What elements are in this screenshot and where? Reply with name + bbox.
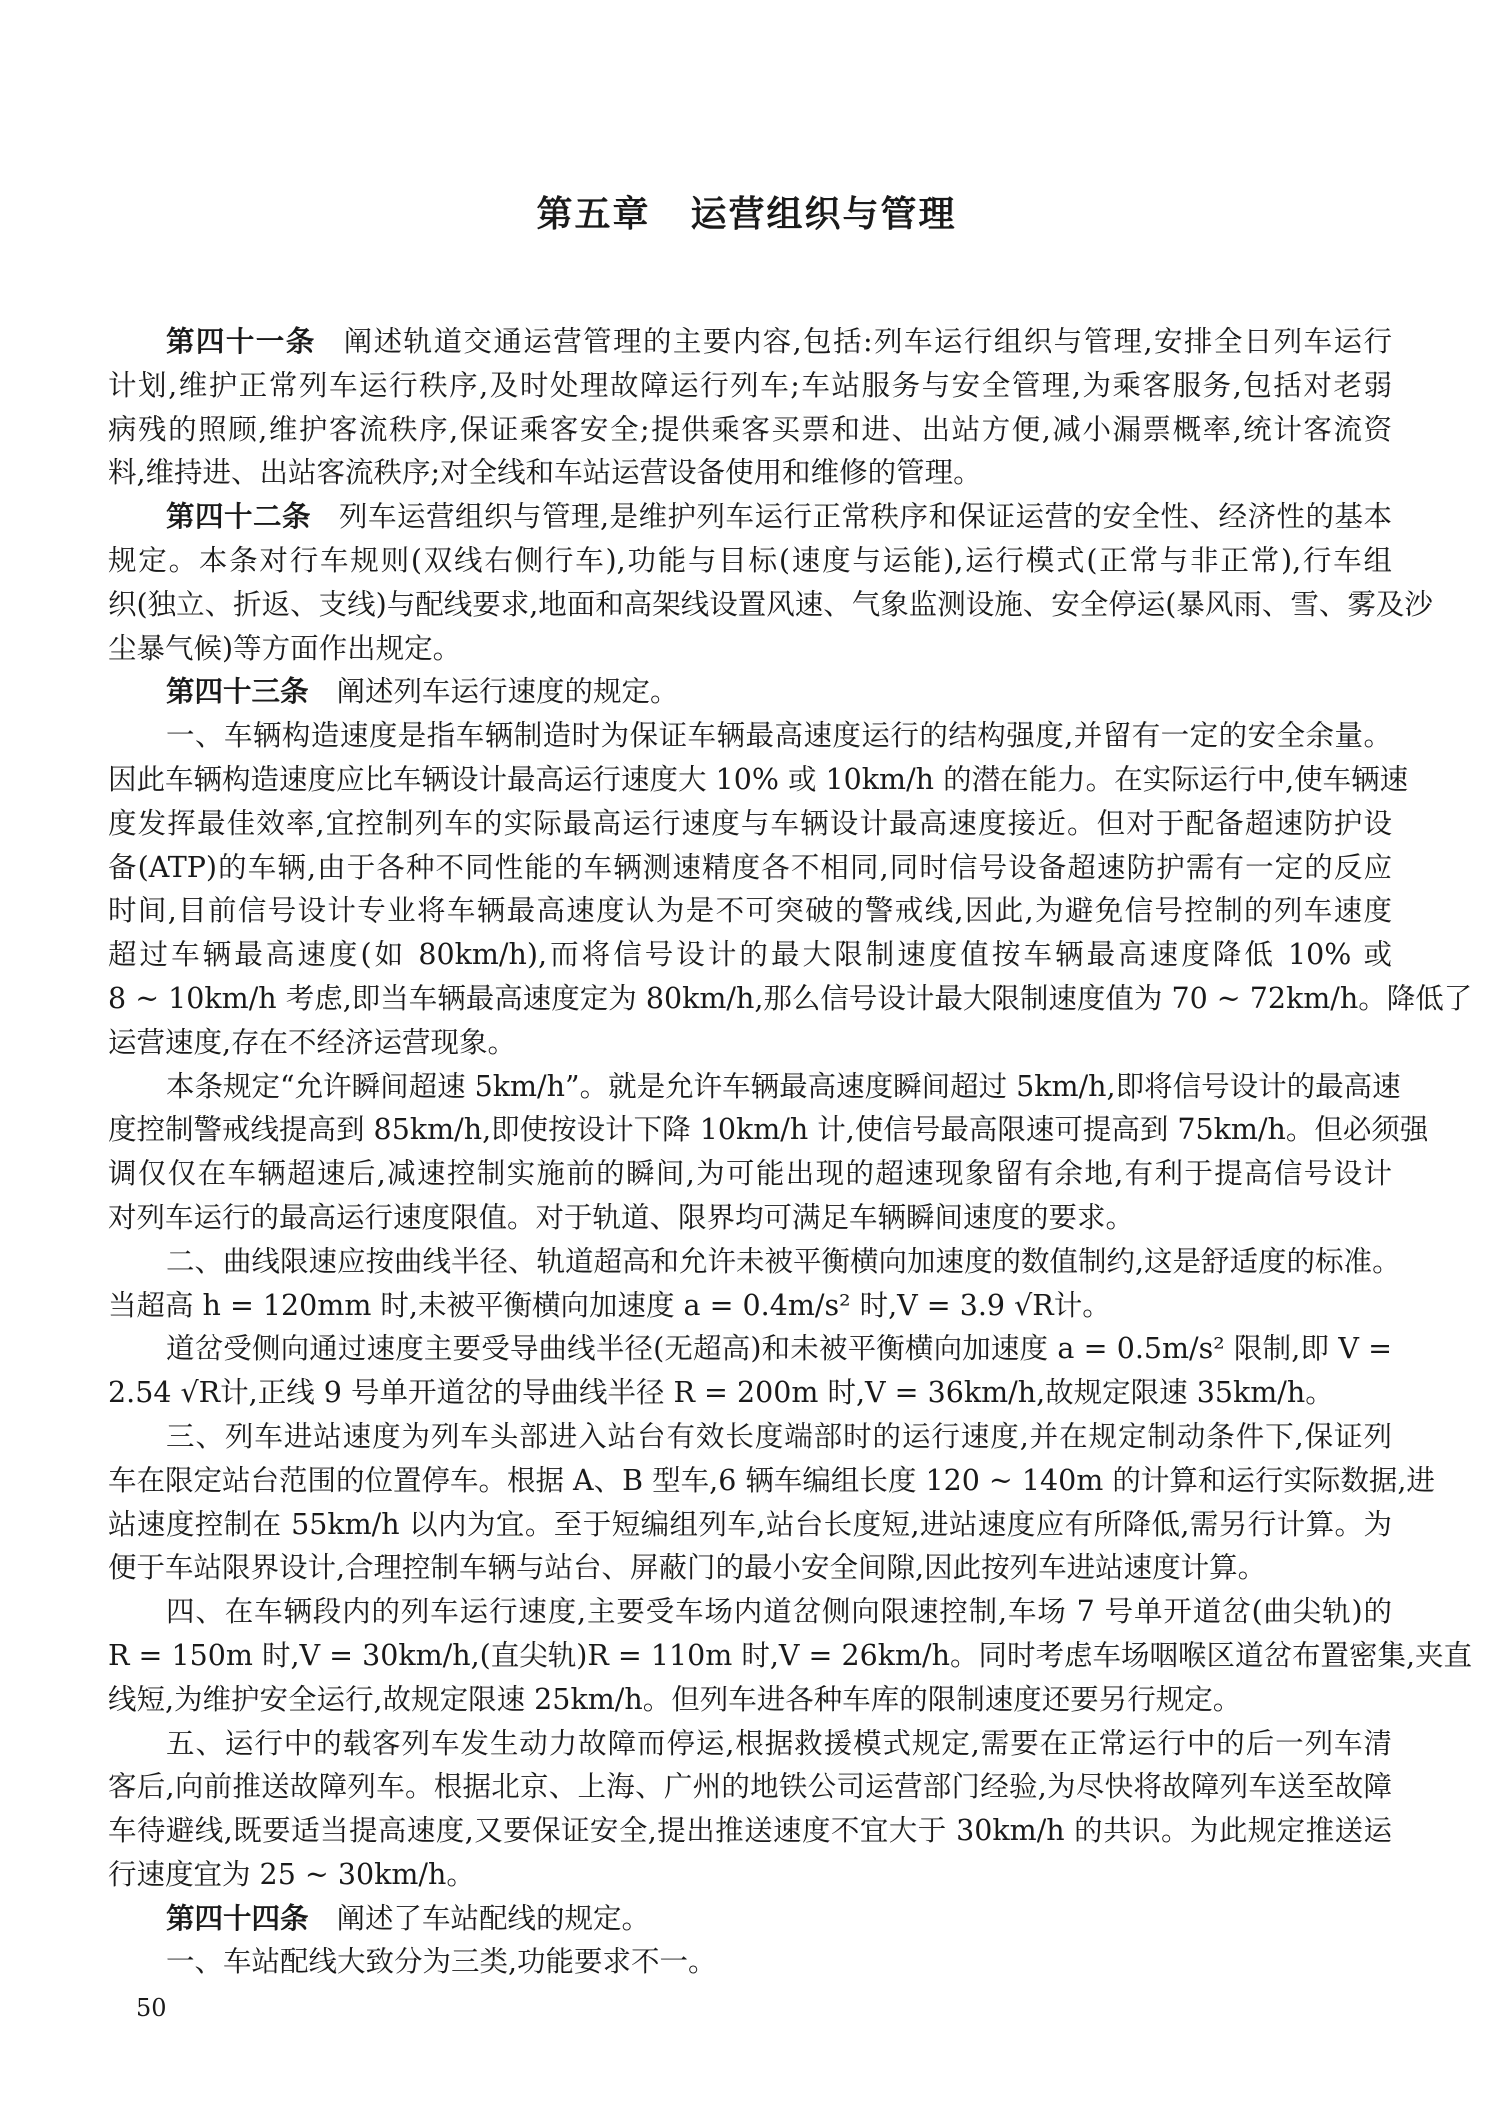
line-text: 车在限定站台范围的位置停车。根据 A、B 型车,6 辆车编组长度 120 ~ 140m 的计算和运行实际数据,进: [108, 1463, 1435, 1497]
text-line: [108, 627, 1392, 671]
line-text: 因此车辆构造速度应比车辆设计最高运行速度大 10% 或 10km/h 的潜在能力。在实际运行中,使车辆速: [108, 762, 1409, 796]
text-line: [108, 1897, 1392, 1941]
paragraph: [108, 320, 1392, 495]
paragraph: [108, 670, 1392, 714]
line-text: 一、车辆构造速度是指车辆制造时为保证车辆最高速度运行的结构强度,并留有一定的安全余量。: [166, 719, 1392, 753]
text-line: [108, 1678, 1392, 1722]
text-line: [108, 495, 1392, 539]
paragraph: [108, 1327, 1392, 1415]
line-text: 2.54 √R计,正线 9 号单开道岔的导曲线半径 R = 200m 时,V = 36km/h,故规定限速 35km/h。: [108, 1376, 1334, 1410]
chapter-number: 第五章: [536, 194, 651, 235]
text-line: [108, 933, 1392, 977]
text-line: [108, 1065, 1401, 1109]
text-line: [108, 1152, 1392, 1196]
line-text: 料,维持进、出站客流秩序;对全线和车站运营设备使用和维修的管理。: [108, 456, 982, 490]
text-line: [108, 408, 1392, 452]
line-text: 备(ATP)的车辆,由于各种不同性能的车辆测速精度各不相同,同时信号设备超速防护需有一定的反应: [108, 850, 1392, 884]
line-text: 三、列车进站速度为列车头部进入站台有效长度端部时的运行速度,并在规定制动条件下,保证列: [166, 1419, 1392, 1453]
line-text: R = 150m 时,V = 30km/h,(直尖轨)R = 110m 时,V = 26km/h。同时考虑车场咽喉区道岔布置密集,夹直: [108, 1638, 1473, 1672]
line-text: 阐述轨道交通运营管理的主要内容,包括:列车运行组织与管理,安排全日列车运行: [343, 325, 1392, 358]
paragraph: [108, 1940, 1392, 1984]
chapter-name: 运营组织与管理: [690, 194, 957, 235]
line-text: 车待避线,既要适当提高速度,又要保证安全,提出推送速度不宜大于 30km/h 的共识。为此规定推送运: [108, 1814, 1392, 1848]
paragraph: [108, 1415, 1435, 1590]
text-line: [108, 1240, 1401, 1284]
text-line: [108, 1459, 1435, 1503]
text-line: [108, 583, 1433, 627]
line-text: 尘暴气候)等方面作出规定。: [108, 631, 462, 665]
text-line: [108, 889, 1392, 933]
line-text: 列车运营组织与管理,是维护列车运行正常秩序和保证运营的安全性、经济性的基本: [339, 500, 1392, 534]
line-text: 织(独立、折返、支线)与配线要求,地面和高架线设置风速、气象监测设施、安全停运(暴风雨、雪、雾及沙: [108, 587, 1433, 621]
text-line: [108, 802, 1392, 846]
text-line: [108, 1765, 1392, 1809]
line-text: 运营速度,存在不经济运营现象。: [108, 1025, 517, 1059]
text-line: [108, 1284, 1392, 1328]
paragraph: [108, 1897, 1392, 1941]
line-text: 站速度控制在 55km/h 以内为宜。至于短编组列车,站台长度短,进站速度应有所降低,需另行计算。为: [108, 1507, 1392, 1541]
text-line: [108, 1371, 1392, 1415]
paragraph: [108, 495, 1433, 670]
paragraph: [108, 1065, 1429, 1240]
article-number: 第四十一条: [166, 325, 316, 358]
line-text: 二、曲线限速应按曲线半径、轨道超高和允许未被平衡横向加速度的数值制约,这是舒适度的标准。: [166, 1244, 1401, 1278]
text-line: [108, 846, 1392, 890]
line-text: 行速度宜为 25 ~ 30km/h。: [108, 1857, 475, 1891]
text-line: [108, 1327, 1392, 1371]
document-body: [108, 320, 1473, 1984]
line-text: 本条规定“允许瞬间超速 5km/h”。就是允许车辆最高速度瞬间超过 5km/h,即将信号设计的最高速: [166, 1069, 1401, 1103]
line-text: 计划,维护正常列车运行秩序,及时处理故障运行列车;车站服务与安全管理,为乘客服务,包括对老弱: [108, 368, 1392, 402]
text-line: [108, 758, 1409, 802]
line-text: 度控制警戒线提高到 85km/h,即使按设计下降 10km/h 计,使信号最高限速可提高到 75km/h。但必须强: [108, 1113, 1429, 1147]
text-line: [108, 1546, 1392, 1590]
text-line: [108, 1634, 1473, 1678]
text-line: [108, 1722, 1392, 1766]
line-text: 四、在车辆段内的列车运行速度,主要受车场内道岔侧向限速控制,车场 7 号单开道岔(曲尖轨)的: [166, 1595, 1392, 1629]
line-text: 便于车站限界设计,合理控制车辆与站台、屏蔽门的最小安全间隙,因此按列车进站速度计算。: [108, 1551, 1267, 1585]
text-line: [108, 1021, 1392, 1065]
line-text: 当超高 h = 120mm 时,未被平衡横向加速度 a = 0.4m/s² 时,V = 3.9 √R计。: [108, 1288, 1111, 1322]
line-text: 8 ~ 10km/h 考虑,即当车辆最高速度定为 80km/h,那么信号设计最大限制速度值为 70 ~ 72km/h。降低了: [108, 981, 1473, 1015]
line-text: 道岔受侧向通过速度主要受导曲线半径(无超高)和未被平衡横向加速度 a = 0.5m/s² 限制,即 V =: [166, 1332, 1392, 1366]
line-text: 阐述了车站配线的规定。: [336, 1901, 651, 1935]
line-text: 病残的照顾,维护客流秩序,保证乘客安全;提供乘客买票和进、出站方便,减小漏票概率,统计客流资: [108, 412, 1392, 446]
line-text: 时间,目前信号设计专业将车辆最高速度认为是不可突破的警戒线,因此,为避免信号控制的列车速度: [108, 894, 1392, 928]
line-text: 客后,向前推送故障列车。根据北京、上海、广州的地铁公司运营部门经验,为尽快将故障列车送至故障: [108, 1770, 1392, 1804]
article-number: 第四十四条: [166, 1901, 309, 1935]
text-line: [108, 1196, 1392, 1240]
line-text: 线短,为维护安全运行,故规定限速 25km/h。但列车进各种车库的限制速度还要另行规定。: [108, 1682, 1242, 1716]
text-line: [108, 977, 1473, 1021]
line-text: 超过车辆最高速度(如 80km/h),而将信号设计的最大限制速度值按车辆最高速度降低 10% 或: [108, 938, 1392, 972]
text-line: [108, 320, 1392, 364]
paragraph: [108, 1722, 1392, 1897]
chapter-title: [0, 186, 1493, 237]
text-line: [108, 1415, 1392, 1459]
line-text: 规定。本条对行车规则(双线右侧行车),功能与目标(速度与运能),运行模式(正常与非正常),行车组: [108, 543, 1392, 577]
paragraph: [108, 1590, 1473, 1721]
text-line: [108, 670, 1392, 714]
line-text: 一、车站配线大致分为三类,功能要求不一。: [166, 1945, 717, 1979]
text-line: [108, 1853, 1392, 1897]
text-line: [108, 1590, 1392, 1634]
text-line: [108, 539, 1392, 583]
line-text: 调仅仅在车辆超速后,减速控制实施前的瞬间,为可能出现的超速现象留有余地,有利于提高信号设计: [108, 1157, 1392, 1191]
text-line: [108, 1108, 1429, 1152]
text-line: [108, 1809, 1392, 1853]
article-number: 第四十三条: [166, 675, 309, 709]
text-line: [108, 1940, 1392, 1984]
paragraph: [108, 714, 1473, 1064]
text-line: [108, 714, 1392, 758]
text-line: [108, 1503, 1392, 1547]
article-number: 第四十二条: [166, 500, 311, 534]
text-line: [108, 364, 1392, 408]
page-number: 50: [136, 1994, 167, 2022]
text-line: [108, 451, 1392, 495]
paragraph: [108, 1240, 1401, 1328]
line-text: 度发挥最佳效率,宜控制列车的实际最高运行速度与车辆设计最高速度接近。但对于配备超速防护设: [108, 806, 1393, 840]
line-text: 阐述列车运行速度的规定。: [336, 675, 679, 709]
line-text: 对列车运行的最高运行速度限值。对于轨道、限界均可满足车辆瞬间速度的要求。: [108, 1200, 1135, 1234]
line-text: 五、运行中的载客列车发生动力故障而停运,根据救援模式规定,需要在正常运行中的后一列车清: [166, 1726, 1392, 1760]
